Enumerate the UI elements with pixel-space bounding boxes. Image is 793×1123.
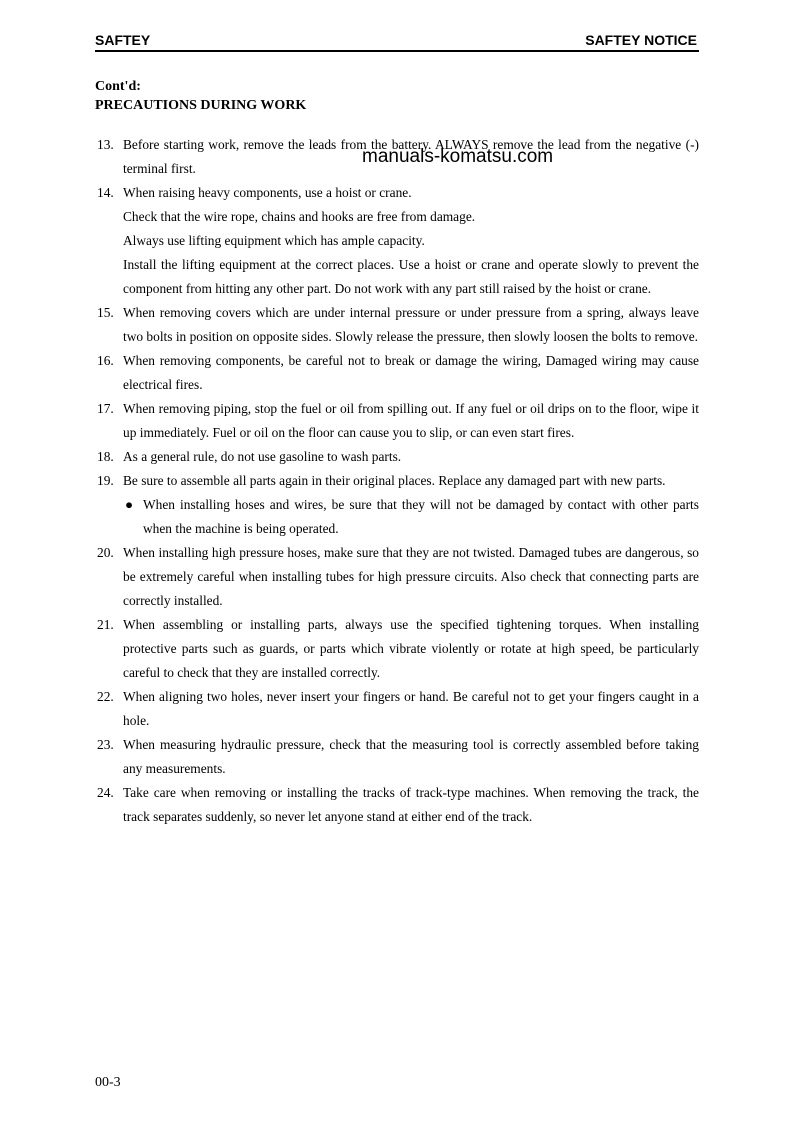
item-text: When raising heavy components, use a hoist or crane. [123,185,412,200]
item-number: 19. [97,473,114,488]
item-number: 18. [97,449,114,464]
list-item [95,733,699,781]
bullet-text: When installing hoses and wires, be sure that they will not be damaged by contact with other parts when the machine is being operated. [143,497,699,536]
item-number: 20. [97,545,114,560]
precautions-list [95,133,699,829]
item-number: 17. [97,401,114,416]
list-item [95,301,699,349]
item-text: As a general rule, do not use gasoline to wash parts. [123,449,402,464]
list-item [95,613,699,685]
page-number: 00-3 [95,1075,121,1090]
bullet-item [123,493,699,541]
list-item [95,445,699,469]
item-number: 16. [97,353,114,368]
item-text: When removing components, be careful not to break or damage the wiring, Damaged wiring may cause electrical fires. [123,353,699,392]
page-header [95,32,699,52]
list-item [95,469,699,541]
item-text: Always use lifting equipment which has ample capacity. [123,233,425,248]
item-text: Install the lifting equipment at the correct places. Use a hoist or crane and operate slowly to prevent the component from hitting any other part. Do not work with any part still raised by the hoist or crane. [123,257,699,296]
item-text: When aligning two holes, never insert your fingers or hand. Be careful not to get your fingers caught in a hole. [123,689,699,728]
item-number: 24. [97,785,114,800]
list-item [95,349,699,397]
item-text: When measuring hydraulic pressure, check that the measuring tool is correctly assembled before taking any measurements. [123,737,699,776]
item-text: When removing piping, stop the fuel or oil from spilling out. If any fuel or oil drips on to the floor, wipe it up immediately. Fuel or oil on the floor can cause you to slip, or can even start fires. [123,401,699,440]
list-item [95,181,699,301]
continued-label: Cont'd: [95,79,141,94]
item-number: 21. [97,617,114,632]
item-number: 23. [97,737,114,752]
watermark: manuals-komatsu.com [362,146,554,167]
item-text: Be sure to assemble all parts again in their original places. Replace any damaged part with new parts. [123,473,666,488]
item-text: When removing covers which are under internal pressure or under pressure from a spring, always leave two bolts in position on opposite sides. Slowly release the pressure, then slowly loosen the bolts to remove. [123,305,699,344]
list-item [95,781,699,829]
item-text: When installing high pressure hoses, make sure that they are not twisted. Damaged tubes are dangerous, so be extremely careful when installing tubes for high pressure circuits. Also check that connecting parts are correctly installed. [123,545,699,608]
item-number: 22. [97,689,114,704]
item-number: 15. [97,305,114,320]
header-left-title: SAFTEY [95,32,151,48]
item-number: 13. [97,137,114,152]
item-text: Check that the wire rope, chains and hooks are free from damage. [123,209,476,224]
list-item [95,397,699,445]
item-text: When assembling or installing parts, always use the specified tightening torques. When installing protective parts such as guards, or parts which vibrate violently or rotate at high speed, be particularly careful to check that they are installed correctly. [123,617,699,680]
list-item [95,541,699,613]
bullet-icon: ● [125,497,134,512]
item-text: Before starting work, remove the leads from the battery. ALWAYS remove the lead from the negative (-) terminal first. [123,137,699,176]
section-title: PRECAUTIONS DURING WORK [95,98,307,113]
item-number: 14. [97,185,114,200]
list-item [95,685,699,733]
header-right-title: SAFTEY NOTICE [585,32,697,48]
item-text: Take care when removing or installing the tracks of track-type machines. When removing the track, the track separates suddenly, so never let anyone stand at either end of the track. [123,785,699,824]
